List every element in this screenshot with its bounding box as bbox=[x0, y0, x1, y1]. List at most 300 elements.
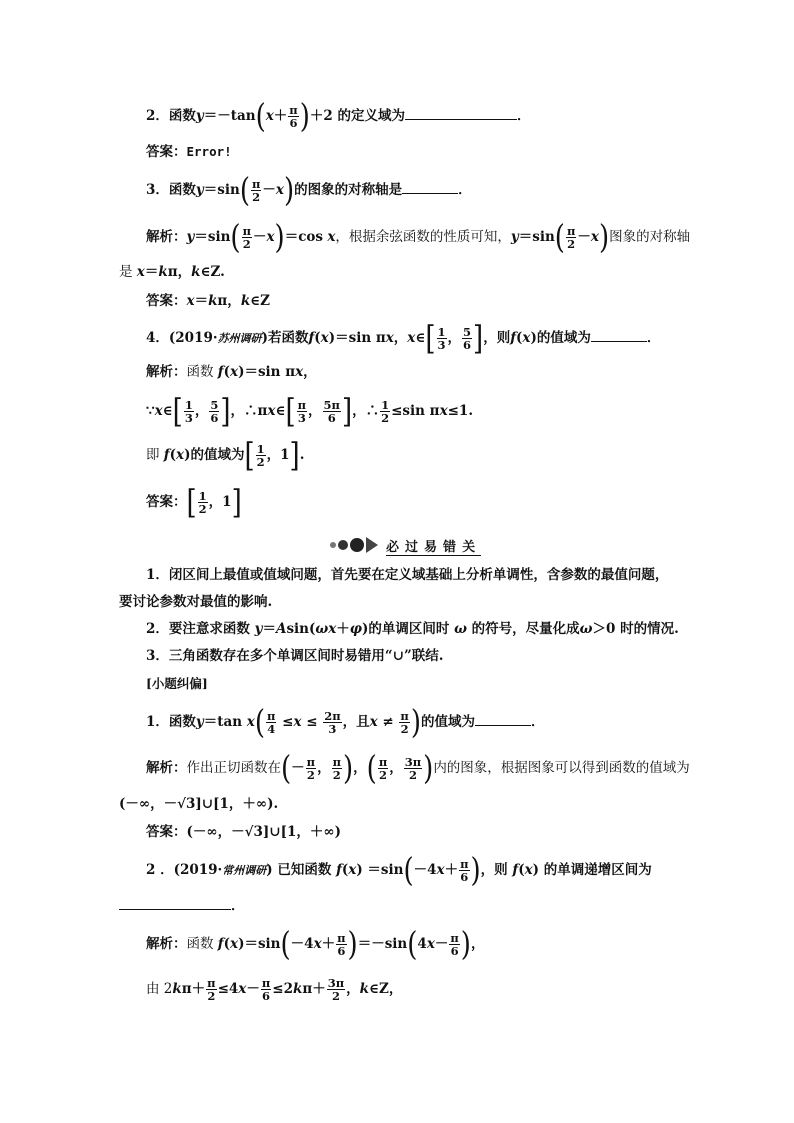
var: x bbox=[439, 403, 448, 419]
dot-icon bbox=[338, 540, 348, 550]
source-tag: 常州调研 bbox=[222, 864, 267, 877]
var: k bbox=[158, 264, 168, 280]
question-number: 3． bbox=[146, 182, 169, 198]
denominator: 4 bbox=[267, 722, 276, 736]
denominator: 3 bbox=[297, 411, 306, 425]
text: 图象的对称轴 bbox=[609, 229, 691, 245]
question-3 bbox=[146, 171, 472, 210]
text: 由 2 bbox=[146, 981, 173, 997]
dot-icon bbox=[330, 542, 336, 548]
answer-label: 答案： bbox=[146, 494, 187, 510]
solution-3-line-2 bbox=[119, 262, 225, 282]
var: k bbox=[240, 293, 251, 309]
numerator: π bbox=[400, 709, 409, 723]
solution-label: 解析： bbox=[146, 229, 187, 245]
numerator: π bbox=[242, 224, 251, 238]
text: ，1 bbox=[208, 494, 232, 510]
numerator: 5 bbox=[210, 398, 219, 412]
solution-label: 解析： bbox=[146, 936, 187, 952]
text: (－∞，－√3]∪[1，＋∞). bbox=[119, 796, 279, 812]
var: k bbox=[172, 981, 182, 997]
var: x bbox=[238, 981, 247, 997]
denominator: 6 bbox=[450, 944, 459, 958]
solution-4-line-3 bbox=[146, 436, 305, 475]
text: )若函数 bbox=[261, 330, 309, 346]
numerator: 1 bbox=[381, 398, 390, 412]
numerator: π bbox=[289, 103, 298, 117]
fraction bbox=[261, 977, 271, 1002]
text: 2．要注意求函数 bbox=[146, 621, 255, 637]
fraction bbox=[184, 399, 194, 424]
denominator: 2 bbox=[567, 237, 576, 251]
fraction bbox=[251, 178, 261, 203]
text: － bbox=[246, 981, 260, 997]
paren-close: ) bbox=[299, 97, 310, 136]
arrow-right-icon bbox=[366, 537, 378, 553]
numerator: π bbox=[306, 755, 316, 769]
fraction bbox=[306, 756, 316, 781]
text: ) ＝sin bbox=[356, 862, 404, 878]
text: ， bbox=[317, 760, 331, 776]
denominator: 2 bbox=[379, 768, 388, 782]
var: x bbox=[176, 447, 185, 463]
var: x bbox=[295, 364, 304, 380]
denominator: 2 bbox=[207, 989, 216, 1003]
exercise-1-solution-line-1 bbox=[146, 749, 690, 788]
text: ＝ bbox=[194, 293, 209, 309]
text: － bbox=[434, 936, 449, 952]
paren-close: ) bbox=[470, 851, 481, 890]
text: 1．闭区间上最值或值域问题，首先要在定义域基础上分析单调性，含参数的最值问题， bbox=[146, 567, 669, 583]
text: ， bbox=[346, 981, 360, 997]
text: ， bbox=[353, 760, 367, 776]
numerator: π bbox=[378, 755, 388, 769]
numerator: π bbox=[207, 976, 216, 990]
var: x bbox=[524, 862, 533, 878]
text: 函数 bbox=[186, 364, 218, 380]
denominator: 6 bbox=[262, 989, 271, 1003]
text: ＋ bbox=[321, 936, 336, 952]
text: －4 bbox=[413, 862, 437, 878]
text: ． bbox=[231, 898, 245, 914]
var: x bbox=[154, 403, 163, 419]
text: 的符号，尽量化成 bbox=[466, 621, 580, 637]
exercise-2-line-2 bbox=[119, 896, 245, 916]
denominator: 6 bbox=[210, 411, 219, 425]
paren-open: ( bbox=[366, 749, 377, 788]
bracket-open: [ bbox=[172, 392, 183, 431]
fraction bbox=[380, 399, 390, 424]
denominator: 6 bbox=[327, 411, 336, 425]
char: 关 bbox=[462, 539, 482, 555]
denominator: 2 bbox=[408, 768, 417, 782]
text: ，根据余弦函数的性质可知， bbox=[335, 229, 511, 245]
var: x bbox=[186, 293, 195, 309]
var: k bbox=[191, 264, 201, 280]
answer-3 bbox=[146, 291, 270, 311]
var: x bbox=[267, 403, 276, 419]
var: f bbox=[336, 862, 342, 878]
text: 作出正切函数在 bbox=[186, 760, 281, 776]
var: f bbox=[217, 936, 224, 952]
paren-open: ( bbox=[281, 749, 292, 788]
char: 错 bbox=[443, 539, 463, 555]
answer-blank bbox=[402, 180, 458, 194]
text: ，∴ bbox=[352, 403, 380, 419]
fraction bbox=[332, 756, 342, 781]
var: x bbox=[266, 229, 275, 245]
fraction bbox=[209, 399, 219, 424]
text: ， bbox=[389, 760, 403, 776]
bracket-open: [ bbox=[244, 436, 255, 475]
text: ( bbox=[341, 862, 349, 878]
text: ，且 bbox=[342, 714, 370, 730]
var: k bbox=[208, 293, 218, 309]
exercise-2-solution-line-1 bbox=[146, 925, 485, 964]
point-1-line-1 bbox=[146, 565, 668, 585]
var: x bbox=[426, 936, 435, 952]
text: 3．三角函数存在多个单调区间时易错用“∪”联结. bbox=[146, 648, 444, 664]
section-title bbox=[386, 536, 481, 555]
denominator: 2 bbox=[331, 989, 340, 1003]
text: )＝sin π bbox=[238, 364, 296, 380]
numerator: π bbox=[460, 857, 469, 871]
bracket-open: [ bbox=[186, 483, 197, 522]
numerator: π bbox=[566, 224, 576, 238]
paren-open: ( bbox=[254, 703, 265, 742]
bracket-close: ] bbox=[341, 392, 353, 431]
text: ≤ bbox=[301, 714, 323, 730]
answer-blank bbox=[119, 896, 231, 910]
question-number: 4．(2019· bbox=[146, 330, 218, 346]
text: ( bbox=[314, 330, 321, 346]
char: 易 bbox=[424, 539, 444, 555]
answer-label: 答案： bbox=[146, 824, 187, 840]
fraction bbox=[288, 104, 298, 129]
bracket-close: ] bbox=[289, 436, 300, 475]
fraction bbox=[266, 710, 276, 735]
text: ∈ bbox=[415, 330, 426, 346]
var: x bbox=[230, 936, 239, 952]
answer-blank bbox=[405, 106, 517, 120]
text: 的值域为 bbox=[421, 714, 475, 730]
text: ∈Z. bbox=[200, 264, 225, 280]
var: x bbox=[246, 714, 255, 730]
text: ， bbox=[393, 330, 408, 346]
text: ≤ bbox=[277, 714, 294, 730]
var: x bbox=[369, 714, 378, 730]
answer-label: 答案： bbox=[146, 293, 187, 309]
text: ≤4 bbox=[217, 981, 239, 997]
var: y bbox=[510, 229, 519, 245]
subsection-tag bbox=[146, 674, 208, 694]
numerator: 1 bbox=[437, 325, 446, 339]
text: ＋ bbox=[444, 862, 459, 878]
numerator: π bbox=[337, 931, 346, 945]
paren-open: ( bbox=[407, 925, 418, 964]
text: )＝sin bbox=[238, 936, 281, 952]
section-header bbox=[330, 535, 481, 555]
paren-close: ) bbox=[343, 749, 354, 788]
answer-value: Error! bbox=[186, 144, 232, 159]
text: ． bbox=[646, 330, 661, 346]
var: y bbox=[195, 108, 204, 124]
text: ． bbox=[516, 108, 531, 124]
denominator: 6 bbox=[337, 944, 346, 958]
var: y bbox=[195, 182, 204, 198]
text: ＝ bbox=[144, 264, 159, 280]
numerator: 1 bbox=[198, 489, 207, 503]
numerator: π bbox=[297, 398, 307, 412]
text: 4 bbox=[417, 936, 427, 952]
numerator: 2π bbox=[324, 709, 341, 723]
numerator: 1 bbox=[184, 398, 193, 412]
text: － bbox=[262, 182, 276, 198]
question-4 bbox=[146, 319, 661, 358]
var: k bbox=[292, 981, 303, 997]
paren-open: ( bbox=[239, 171, 250, 210]
paren-close: ) bbox=[347, 925, 358, 964]
paren-close: ) bbox=[274, 218, 285, 257]
text: － bbox=[577, 229, 591, 245]
text: ，则 bbox=[483, 330, 511, 346]
point-3 bbox=[146, 646, 443, 666]
paren-open: ( bbox=[230, 218, 241, 257]
exercise-2-solution-line-2 bbox=[146, 977, 402, 1002]
var: x bbox=[385, 330, 394, 346]
answer-blank bbox=[475, 712, 531, 726]
text: ≠ bbox=[377, 714, 399, 730]
text: ． bbox=[531, 714, 545, 730]
text: ＝ bbox=[262, 621, 276, 637]
var: x bbox=[348, 862, 357, 878]
var: y bbox=[186, 229, 195, 245]
var: x bbox=[313, 936, 322, 952]
fraction bbox=[404, 756, 422, 781]
text: 的图象的对称轴是 bbox=[294, 182, 403, 198]
var: ωx bbox=[315, 621, 337, 637]
text: ∈ bbox=[162, 403, 173, 419]
text: [小题纠偏] bbox=[146, 676, 208, 691]
text: 即 bbox=[146, 447, 164, 463]
text: π＋ bbox=[181, 981, 206, 997]
text: － bbox=[291, 760, 305, 776]
numerator: π bbox=[251, 177, 261, 191]
var: f bbox=[308, 330, 315, 346]
numerator: π bbox=[332, 755, 341, 769]
text: ( bbox=[223, 364, 230, 380]
denominator: 3 bbox=[437, 338, 446, 352]
paren-open: ( bbox=[554, 218, 565, 257]
numerator: 1 bbox=[256, 442, 265, 456]
denominator: 2 bbox=[400, 722, 409, 736]
text: 要讨论参数对最值的影响. bbox=[119, 594, 273, 610]
bracket-close: ] bbox=[220, 392, 231, 431]
text: π＋ bbox=[302, 981, 326, 997]
denominator: 2 bbox=[242, 237, 251, 251]
text: ＞0 时的情况. bbox=[592, 621, 679, 637]
text: )的值域为 bbox=[530, 330, 591, 346]
var: y bbox=[254, 621, 263, 637]
var: y bbox=[195, 714, 204, 730]
denominator: 2 bbox=[381, 411, 390, 425]
text: ，则 bbox=[480, 862, 513, 878]
var: f bbox=[163, 447, 170, 463]
source-tag: 苏州调研 bbox=[217, 332, 262, 345]
denominator: 2 bbox=[252, 190, 261, 204]
bracket-close: ] bbox=[231, 483, 242, 522]
denominator: 2 bbox=[256, 455, 265, 469]
var: x bbox=[265, 108, 274, 124]
text: ＝－tan bbox=[203, 108, 256, 124]
fraction bbox=[336, 932, 346, 957]
fraction bbox=[198, 490, 208, 515]
text: ， bbox=[447, 330, 462, 346]
text: ＝tan bbox=[203, 714, 243, 730]
text: . bbox=[299, 447, 305, 463]
answer-2 bbox=[146, 142, 232, 162]
bracket-open: [ bbox=[425, 319, 436, 358]
answer-label: 答案： bbox=[146, 144, 187, 160]
numerator: π bbox=[267, 709, 276, 723]
text: ∵ bbox=[146, 403, 155, 419]
solution-label: 解析： bbox=[146, 364, 187, 380]
fraction bbox=[378, 756, 388, 781]
text: ≤2 bbox=[272, 981, 293, 997]
var: φ bbox=[349, 621, 362, 637]
text: sin( bbox=[286, 621, 316, 637]
var: x bbox=[136, 264, 145, 280]
text: ， bbox=[308, 403, 322, 419]
var: x bbox=[275, 182, 284, 198]
text: ( bbox=[169, 447, 176, 463]
text: ＝cos bbox=[284, 229, 324, 245]
fraction bbox=[327, 977, 345, 1002]
fraction bbox=[459, 858, 469, 883]
text: π， bbox=[217, 293, 241, 309]
text: －4 bbox=[290, 936, 314, 952]
text: π， bbox=[167, 264, 192, 280]
text: ) 已知函数 bbox=[266, 862, 337, 878]
question-number: 1． bbox=[146, 714, 169, 730]
paren-close: ) bbox=[283, 171, 295, 210]
answer-value: (－∞，－√3]∪[1，＋∞) bbox=[186, 824, 342, 840]
exercise-1 bbox=[146, 703, 545, 742]
denominator: 2 bbox=[306, 768, 315, 782]
text: 函数 bbox=[168, 108, 196, 124]
text: ， bbox=[303, 364, 317, 380]
var: ω bbox=[579, 621, 593, 637]
question-number: 2． bbox=[146, 108, 169, 124]
text: ，1 bbox=[266, 447, 290, 463]
var: k bbox=[359, 981, 370, 997]
fraction bbox=[566, 225, 576, 250]
denominator: 3 bbox=[328, 722, 337, 736]
denominator: 2 bbox=[332, 768, 341, 782]
paren-close: ) bbox=[460, 925, 471, 964]
exercise-2 bbox=[146, 851, 652, 890]
text: 函数 bbox=[168, 182, 196, 198]
text: ∈Z， bbox=[369, 981, 403, 997]
text: 内的图象，根据图象可以得到函数的值域为 bbox=[433, 760, 690, 776]
text: ，∴π bbox=[230, 403, 268, 419]
text: ≤1. bbox=[447, 403, 474, 419]
text: － bbox=[252, 229, 267, 245]
fraction bbox=[399, 710, 409, 735]
fraction bbox=[449, 932, 459, 957]
text: ＝sin bbox=[518, 229, 555, 245]
var: f bbox=[217, 364, 224, 380]
numerator: 3π bbox=[404, 755, 422, 769]
paren-open: ( bbox=[403, 851, 414, 890]
text: ＋ bbox=[273, 108, 288, 124]
text: )的值域为 bbox=[184, 447, 245, 463]
var: x bbox=[407, 330, 416, 346]
var: x bbox=[436, 862, 445, 878]
question-2 bbox=[146, 97, 531, 136]
char: 过 bbox=[405, 539, 425, 555]
fraction bbox=[256, 443, 266, 468]
exercise-1-solution-line-2 bbox=[119, 794, 278, 814]
numerator: 3π bbox=[327, 976, 345, 990]
text: ， bbox=[470, 936, 485, 952]
answer-blank bbox=[591, 328, 647, 342]
fraction bbox=[437, 326, 447, 351]
numerator: π bbox=[261, 976, 271, 990]
text: ) 的单调递增区间为 bbox=[532, 862, 652, 878]
denominator: 6 bbox=[289, 116, 298, 130]
paren-close: ) bbox=[410, 703, 421, 742]
var: f bbox=[512, 862, 519, 878]
fraction bbox=[323, 710, 341, 735]
text: ． bbox=[458, 182, 472, 198]
var: A bbox=[275, 621, 287, 637]
var: x bbox=[327, 229, 336, 245]
denominator: 6 bbox=[460, 870, 469, 884]
paren-open: ( bbox=[280, 925, 291, 964]
fraction bbox=[462, 326, 472, 351]
text: ＋ bbox=[336, 621, 350, 637]
var: x bbox=[293, 714, 302, 730]
paren-close: ) bbox=[598, 218, 610, 257]
solution-4-line-1 bbox=[146, 362, 317, 382]
char: 必 bbox=[386, 539, 406, 555]
var: ω bbox=[454, 621, 467, 637]
text: ∈ bbox=[275, 403, 286, 419]
text: ∈Z bbox=[250, 293, 271, 309]
text: ＝sin bbox=[203, 182, 240, 198]
text: ＝－sin bbox=[357, 936, 408, 952]
paren-open: ( bbox=[255, 97, 266, 136]
numerator: 5 bbox=[463, 325, 472, 339]
var: x bbox=[590, 229, 599, 245]
var: x bbox=[230, 364, 239, 380]
question-number: 2 ．(2019· bbox=[146, 862, 223, 878]
exercise-1-answer bbox=[146, 822, 341, 842]
text: 是 bbox=[119, 264, 137, 280]
fraction bbox=[323, 399, 341, 424]
text: )＝sin π bbox=[328, 330, 386, 346]
text: ， bbox=[194, 403, 209, 419]
text: ＝sin bbox=[194, 229, 231, 245]
fraction bbox=[242, 225, 252, 250]
bracket-close: ] bbox=[473, 319, 484, 358]
dot-icon bbox=[350, 538, 364, 552]
bracket-open: [ bbox=[285, 392, 296, 431]
text: )的单调区间时 bbox=[362, 621, 455, 637]
denominator: 6 bbox=[463, 338, 472, 352]
text: 函数 bbox=[168, 714, 196, 730]
